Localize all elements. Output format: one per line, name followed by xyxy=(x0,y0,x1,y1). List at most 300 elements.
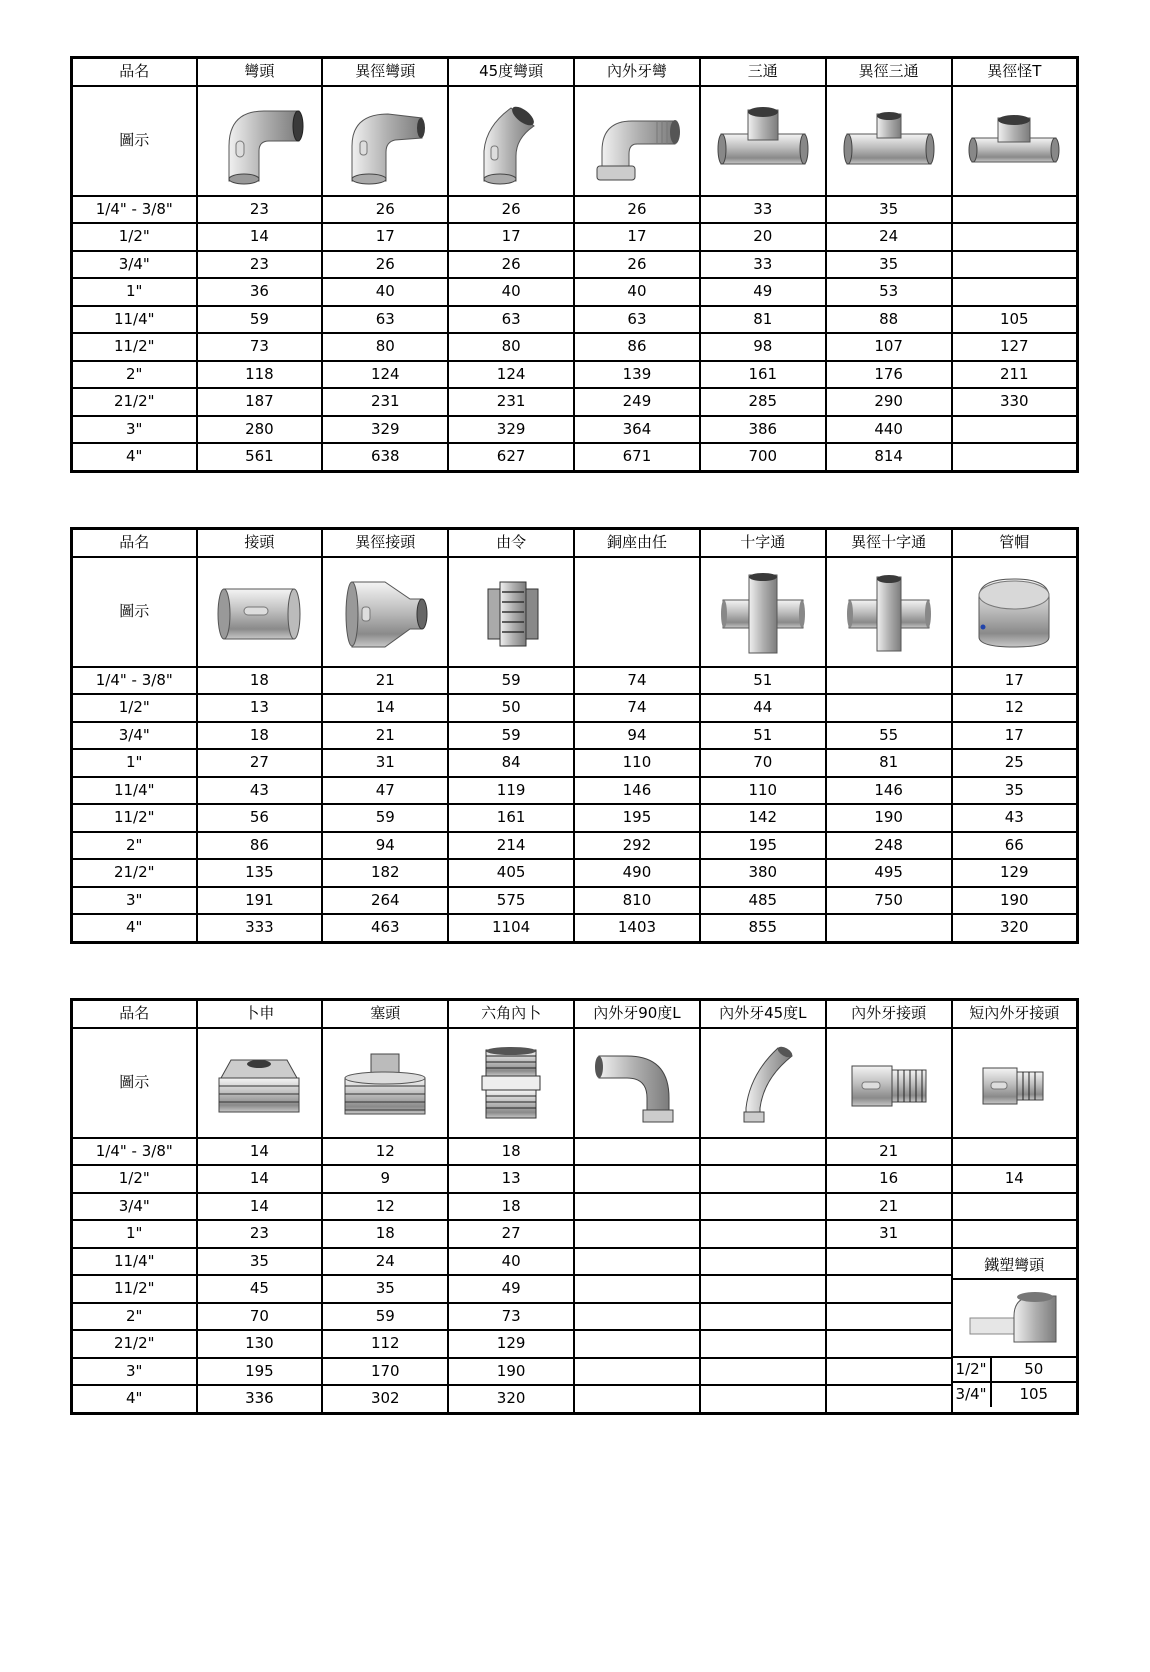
price-cell: 98 xyxy=(700,333,826,361)
price-cell: 18 xyxy=(322,1220,448,1248)
price-cell: 320 xyxy=(448,1385,574,1413)
reducing-tee-icon xyxy=(839,96,939,186)
table-row xyxy=(72,1248,1078,1276)
price-cell: 23 xyxy=(197,196,323,224)
product-image xyxy=(952,557,1078,667)
price-cell: 43 xyxy=(952,804,1078,832)
price-cell: 124 xyxy=(448,361,574,389)
price-cell: 14 xyxy=(197,223,323,251)
product-name: 異徑接頭 xyxy=(322,529,448,557)
price-cell xyxy=(952,443,1078,471)
price-cell xyxy=(700,1303,826,1331)
price-cell: 49 xyxy=(448,1275,574,1303)
price-cell: 40 xyxy=(322,278,448,306)
price-cell: 25 xyxy=(952,749,1078,777)
inset-table xyxy=(953,1254,1076,1407)
product-image xyxy=(574,86,700,196)
name-label: 品名 xyxy=(72,1000,197,1028)
price-cell: 561 xyxy=(197,443,323,471)
price-cell: 21 xyxy=(322,722,448,750)
price-cell: 119 xyxy=(448,777,574,805)
product-name: 彎頭 xyxy=(197,58,323,86)
price-cell: 43 xyxy=(197,777,323,805)
product-name: 異徑三通 xyxy=(826,58,952,86)
price-cell: 13 xyxy=(448,1165,574,1193)
table-row xyxy=(72,887,1078,915)
price-cell: 118 xyxy=(197,361,323,389)
price-cell: 17 xyxy=(952,722,1078,750)
table-row xyxy=(72,832,1078,860)
price-cell xyxy=(826,1275,952,1303)
price-cell: 33 xyxy=(700,196,826,224)
price-cell: 129 xyxy=(952,859,1078,887)
image-row xyxy=(72,1028,1078,1138)
price-cell: 31 xyxy=(322,749,448,777)
product-name: 銅座由任 xyxy=(574,529,700,557)
inset-size-cell: 3/4" xyxy=(953,1382,991,1407)
table-row xyxy=(72,804,1078,832)
bushing-icon xyxy=(209,1038,309,1128)
table-row xyxy=(72,1138,1078,1166)
price-cell xyxy=(700,1358,826,1386)
price-cell: 26 xyxy=(574,196,700,224)
short-adapter-icon xyxy=(969,1038,1059,1128)
product-image xyxy=(322,557,448,667)
product-image xyxy=(826,557,952,667)
price-cell: 575 xyxy=(448,887,574,915)
price-cell: 21 xyxy=(826,1193,952,1221)
price-cell: 110 xyxy=(700,777,826,805)
price-cell: 27 xyxy=(448,1220,574,1248)
price-cell: 26 xyxy=(448,251,574,279)
table-row xyxy=(72,1358,1078,1386)
price-cell: 16 xyxy=(826,1165,952,1193)
price-cell: 70 xyxy=(197,1303,323,1331)
size-cell: 3" xyxy=(72,887,197,915)
size-cell: 11/2" xyxy=(72,804,197,832)
elbow-90-icon xyxy=(214,96,304,186)
price-cell: 35 xyxy=(826,251,952,279)
price-cell xyxy=(574,1385,700,1413)
size-cell: 2" xyxy=(72,361,197,389)
price-cell: 161 xyxy=(448,804,574,832)
price-cell: 80 xyxy=(322,333,448,361)
price-cell xyxy=(826,1303,952,1331)
image-row xyxy=(72,557,1078,667)
price-cell: 27 xyxy=(197,749,323,777)
table-row xyxy=(72,859,1078,887)
hex-nipple-icon xyxy=(466,1038,556,1128)
price-cell xyxy=(700,1275,826,1303)
price-cell: 44 xyxy=(700,694,826,722)
table-row xyxy=(72,694,1078,722)
price-cell: 9 xyxy=(322,1165,448,1193)
product-image xyxy=(574,557,700,667)
product-name: 三通 xyxy=(700,58,826,86)
price-cell xyxy=(700,1220,826,1248)
image-row xyxy=(72,86,1078,196)
size-cell: 1" xyxy=(72,1220,197,1248)
price-cell: 66 xyxy=(952,832,1078,860)
product-image xyxy=(826,86,952,196)
pipe-cap-icon xyxy=(969,567,1059,657)
price-cell: 440 xyxy=(826,416,952,444)
product-name: 異徑十字通 xyxy=(826,529,952,557)
price-cell: 18 xyxy=(197,722,323,750)
product-name: 內外牙彎 xyxy=(574,58,700,86)
size-cell: 11/4" xyxy=(72,306,197,334)
product-image xyxy=(448,557,574,667)
size-cell: 2" xyxy=(72,1303,197,1331)
price-cell: 17 xyxy=(448,223,574,251)
product-name: 由令 xyxy=(448,529,574,557)
price-cell: 51 xyxy=(700,667,826,695)
coupling-icon xyxy=(214,567,304,657)
price-cell xyxy=(952,196,1078,224)
price-cell: 81 xyxy=(826,749,952,777)
product-image xyxy=(448,1028,574,1138)
size-cell: 1/4" - 3/8" xyxy=(72,667,197,695)
price-cell: 264 xyxy=(322,887,448,915)
price-cell: 195 xyxy=(700,832,826,860)
inset-image xyxy=(953,1279,1076,1357)
table-row xyxy=(72,416,1078,444)
price-cell: 56 xyxy=(197,804,323,832)
price-cell: 17 xyxy=(322,223,448,251)
price-cell: 24 xyxy=(826,223,952,251)
price-cell: 249 xyxy=(574,388,700,416)
product-image xyxy=(952,1028,1078,1138)
price-cell: 638 xyxy=(322,443,448,471)
product-image xyxy=(197,1028,323,1138)
price-cell: 36 xyxy=(197,278,323,306)
plastic-lined-elbow-icon xyxy=(964,1288,1064,1348)
table-row xyxy=(72,777,1078,805)
product-image xyxy=(448,86,574,196)
size-cell: 11/2" xyxy=(72,1275,197,1303)
product-image xyxy=(197,86,323,196)
price-cell: 35 xyxy=(322,1275,448,1303)
price-cell: 127 xyxy=(952,333,1078,361)
price-cell: 810 xyxy=(574,887,700,915)
price-cell xyxy=(700,1248,826,1276)
price-cell: 330 xyxy=(952,388,1078,416)
size-cell: 11/4" xyxy=(72,1248,197,1276)
price-cell: 59 xyxy=(322,1303,448,1331)
price-cell: 292 xyxy=(574,832,700,860)
price-cell xyxy=(700,1330,826,1358)
table-row xyxy=(72,443,1078,471)
price-cell: 195 xyxy=(197,1358,323,1386)
price-cell: 86 xyxy=(197,832,323,860)
product-name: 管帽 xyxy=(952,529,1078,557)
price-cell: 112 xyxy=(322,1330,448,1358)
price-cell xyxy=(574,1138,700,1166)
price-cell: 13 xyxy=(197,694,323,722)
table-row xyxy=(72,1275,1078,1303)
price-cell: 63 xyxy=(574,306,700,334)
product-name: 接頭 xyxy=(197,529,323,557)
size-cell: 4" xyxy=(72,914,197,942)
product-name: 45度彎頭 xyxy=(448,58,574,86)
product-image xyxy=(700,557,826,667)
price-cell: 190 xyxy=(448,1358,574,1386)
price-cell: 53 xyxy=(826,278,952,306)
price-cell xyxy=(952,1220,1078,1248)
price-cell: 146 xyxy=(574,777,700,805)
price-cell: 336 xyxy=(197,1385,323,1413)
price-cell: 214 xyxy=(448,832,574,860)
price-cell: 35 xyxy=(826,196,952,224)
product-image xyxy=(700,1028,826,1138)
price-cell: 190 xyxy=(952,887,1078,915)
price-cell: 1104 xyxy=(448,914,574,942)
price-cell: 211 xyxy=(952,361,1078,389)
product-image xyxy=(574,1028,700,1138)
price-cell xyxy=(826,914,952,942)
price-cell xyxy=(826,667,952,695)
price-cell: 364 xyxy=(574,416,700,444)
price-cell: 329 xyxy=(448,416,574,444)
price-cell: 12 xyxy=(952,694,1078,722)
price-cell: 55 xyxy=(826,722,952,750)
product-image xyxy=(826,1028,952,1138)
price-cell: 302 xyxy=(322,1385,448,1413)
size-cell: 3/4" xyxy=(72,1193,197,1221)
price-cell: 50 xyxy=(448,694,574,722)
size-cell: 4" xyxy=(72,443,197,471)
price-cell xyxy=(952,251,1078,279)
price-cell: 59 xyxy=(322,804,448,832)
price-cell: 31 xyxy=(826,1220,952,1248)
price-cell: 59 xyxy=(197,306,323,334)
price-cell: 18 xyxy=(448,1193,574,1221)
price-cell xyxy=(700,1385,826,1413)
price-cell: 107 xyxy=(826,333,952,361)
size-cell: 3" xyxy=(72,1358,197,1386)
header-row xyxy=(72,1000,1078,1028)
price-cell: 63 xyxy=(322,306,448,334)
price-cell: 135 xyxy=(197,859,323,887)
product-image xyxy=(322,86,448,196)
price-cell: 231 xyxy=(448,388,574,416)
table-row xyxy=(72,1330,1078,1358)
price-cell: 814 xyxy=(826,443,952,471)
inset-price-cell: 105 xyxy=(991,1382,1076,1407)
price-cell: 70 xyxy=(700,749,826,777)
table-row xyxy=(72,306,1078,334)
table-row xyxy=(72,278,1078,306)
price-cell: 190 xyxy=(826,804,952,832)
size-cell: 1/2" xyxy=(72,694,197,722)
price-cell: 59 xyxy=(448,667,574,695)
header-row xyxy=(72,529,1078,557)
price-cell xyxy=(574,1248,700,1276)
price-cell: 280 xyxy=(197,416,323,444)
size-cell: 2" xyxy=(72,832,197,860)
inset-title: 鐵塑彎頭 xyxy=(984,1256,1045,1274)
reducing-tee-icon xyxy=(964,96,1064,186)
image-label: 圖示 xyxy=(72,1028,197,1138)
price-cell: 35 xyxy=(952,777,1078,805)
price-cell xyxy=(952,416,1078,444)
size-cell: 3" xyxy=(72,416,197,444)
price-cell: 24 xyxy=(322,1248,448,1276)
size-cell: 1/2" xyxy=(72,1165,197,1193)
reducing-coupling-icon xyxy=(340,567,430,657)
table-row xyxy=(72,1220,1078,1248)
union-icon xyxy=(466,567,556,657)
price-cell: 329 xyxy=(322,416,448,444)
price-cell: 26 xyxy=(322,251,448,279)
price-cell: 40 xyxy=(448,278,574,306)
price-cell xyxy=(952,223,1078,251)
price-cell xyxy=(826,694,952,722)
price-cell: 105 xyxy=(952,306,1078,334)
price-cell: 187 xyxy=(197,388,323,416)
size-cell: 21/2" xyxy=(72,388,197,416)
price-cell: 320 xyxy=(952,914,1078,942)
price-cell: 88 xyxy=(826,306,952,334)
name-label: 品名 xyxy=(72,529,197,557)
price-cell: 14 xyxy=(197,1138,323,1166)
price-cell: 700 xyxy=(700,443,826,471)
price-cell xyxy=(952,1138,1078,1166)
table-row xyxy=(72,1385,1078,1413)
price-cell: 63 xyxy=(448,306,574,334)
size-cell: 1/4" - 3/8" xyxy=(72,1138,197,1166)
size-cell: 1" xyxy=(72,278,197,306)
price-cell: 21 xyxy=(826,1138,952,1166)
table-row xyxy=(72,333,1078,361)
price-cell xyxy=(700,1138,826,1166)
price-cell xyxy=(574,1303,700,1331)
product-name: 異徑彎頭 xyxy=(322,58,448,86)
reducing-cross-icon xyxy=(844,567,934,657)
price-cell: 84 xyxy=(448,749,574,777)
price-cell: 750 xyxy=(826,887,952,915)
product-name: 十字通 xyxy=(700,529,826,557)
price-cell: 14 xyxy=(197,1165,323,1193)
table-row xyxy=(72,1165,1078,1193)
price-table-1 xyxy=(70,56,1079,473)
price-cell: 14 xyxy=(197,1193,323,1221)
image-label: 圖示 xyxy=(72,86,197,196)
price-cell: 170 xyxy=(322,1358,448,1386)
street-elbow-icon xyxy=(587,96,687,186)
product-name: 內外牙45度L xyxy=(700,1000,826,1028)
name-label: 品名 xyxy=(72,58,197,86)
price-cell: 86 xyxy=(574,333,700,361)
size-cell: 3/4" xyxy=(72,251,197,279)
cross-icon xyxy=(718,567,808,657)
product-name: 卜申 xyxy=(197,1000,323,1028)
price-cell: 182 xyxy=(322,859,448,887)
price-cell: 231 xyxy=(322,388,448,416)
price-cell: 59 xyxy=(448,722,574,750)
size-cell: 1" xyxy=(72,749,197,777)
price-cell: 195 xyxy=(574,804,700,832)
reducing-elbow-icon xyxy=(340,96,430,186)
table-row xyxy=(72,1303,1078,1331)
elbow-45-icon xyxy=(466,96,556,186)
product-name: 塞頭 xyxy=(322,1000,448,1028)
price-cell: 26 xyxy=(448,196,574,224)
price-cell: 495 xyxy=(826,859,952,887)
price-cell xyxy=(574,1275,700,1303)
price-cell: 380 xyxy=(700,859,826,887)
size-cell: 11/2" xyxy=(72,333,197,361)
image-label: 圖示 xyxy=(72,557,197,667)
price-cell: 21 xyxy=(322,667,448,695)
price-cell: 40 xyxy=(574,278,700,306)
price-cell: 20 xyxy=(700,223,826,251)
price-cell: 855 xyxy=(700,914,826,942)
price-cell: 45 xyxy=(197,1275,323,1303)
price-cell xyxy=(700,1193,826,1221)
price-cell: 176 xyxy=(826,361,952,389)
size-cell: 11/4" xyxy=(72,777,197,805)
price-cell xyxy=(574,1358,700,1386)
price-cell: 139 xyxy=(574,361,700,389)
price-cell: 191 xyxy=(197,887,323,915)
price-cell: 35 xyxy=(197,1248,323,1276)
price-cell: 94 xyxy=(574,722,700,750)
price-cell xyxy=(826,1330,952,1358)
price-cell: 12 xyxy=(322,1193,448,1221)
table-row xyxy=(72,388,1078,416)
table-row xyxy=(72,667,1078,695)
header-row xyxy=(72,58,1078,86)
table-row xyxy=(72,1193,1078,1221)
price-cell: 463 xyxy=(322,914,448,942)
table-row xyxy=(72,361,1078,389)
adapter-icon xyxy=(844,1038,934,1128)
price-cell: 23 xyxy=(197,251,323,279)
price-cell: 142 xyxy=(700,804,826,832)
price-cell: 110 xyxy=(574,749,700,777)
product-image xyxy=(700,86,826,196)
price-cell: 290 xyxy=(826,388,952,416)
table-row xyxy=(72,196,1078,224)
table-row xyxy=(72,914,1078,942)
inset-size-cell: 1/2" xyxy=(953,1357,991,1382)
price-cell: 1403 xyxy=(574,914,700,942)
price-cell: 18 xyxy=(197,667,323,695)
table-row xyxy=(72,251,1078,279)
product-image xyxy=(197,557,323,667)
size-cell: 1/2" xyxy=(72,223,197,251)
product-image xyxy=(322,1028,448,1138)
price-cell: 73 xyxy=(448,1303,574,1331)
size-cell: 4" xyxy=(72,1385,197,1413)
table-row xyxy=(72,223,1078,251)
price-cell xyxy=(826,1385,952,1413)
price-cell: 14 xyxy=(322,694,448,722)
product-image xyxy=(952,86,1078,196)
price-cell xyxy=(574,1330,700,1358)
table-row xyxy=(72,749,1078,777)
price-cell: 17 xyxy=(574,223,700,251)
price-cell: 161 xyxy=(700,361,826,389)
product-name: 六角內卜 xyxy=(448,1000,574,1028)
price-cell: 49 xyxy=(700,278,826,306)
price-cell xyxy=(826,1248,952,1276)
tee-icon xyxy=(713,96,813,186)
plug-icon xyxy=(335,1038,435,1128)
price-cell: 26 xyxy=(574,251,700,279)
size-cell: 1/4" - 3/8" xyxy=(72,196,197,224)
